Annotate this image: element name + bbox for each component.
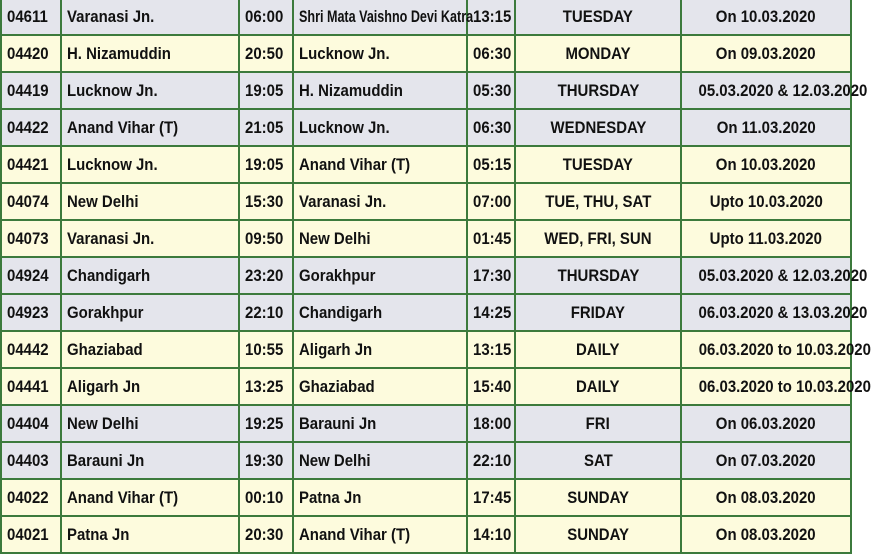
train-number-cell — [1, 331, 61, 368]
days-of-run-cell-text: THURSDAY — [557, 80, 639, 100]
from-station-cell-text: Barauni Jn — [67, 450, 145, 470]
to-station-cell-text: Patna Jn — [299, 487, 362, 507]
dates-cell — [681, 0, 851, 35]
from-station-cell — [61, 146, 239, 183]
from-station-cell-text: Anand Vihar (T) — [67, 487, 179, 507]
dates-cell-text: On 09.03.2020 — [716, 43, 816, 63]
table-row — [1, 331, 851, 368]
arrival-time-cell-text: 05:15 — [473, 154, 512, 174]
train-number-cell — [1, 294, 61, 331]
from-station-cell — [61, 442, 239, 479]
to-station-cell-text: Anand Vihar (T) — [299, 154, 411, 174]
days-of-run-cell — [515, 405, 681, 442]
days-of-run-cell-text: TUESDAY — [562, 6, 634, 26]
arrival-time-cell-text: 06:30 — [473, 43, 512, 63]
days-of-run-cell-text: SAT — [583, 450, 613, 470]
table-row — [1, 109, 851, 146]
departure-time-cell-text: 19:30 — [245, 450, 284, 470]
from-station-cell-text: Gorakhpur — [67, 302, 144, 322]
train-number-cell — [1, 220, 61, 257]
departure-time-cell — [239, 183, 293, 220]
dates-cell — [681, 35, 851, 72]
days-of-run-cell — [515, 516, 681, 553]
train-number-cell — [1, 35, 61, 72]
to-station-cell-text: Varanasi Jn. — [299, 191, 387, 211]
arrival-time-cell-text: 17:45 — [473, 487, 512, 507]
from-station-cell — [61, 368, 239, 405]
days-of-run-cell — [515, 294, 681, 331]
dates-cell — [681, 331, 871, 368]
from-station-cell — [61, 516, 239, 553]
train-number-cell-text: 04404 — [7, 413, 49, 433]
to-station-cell-text: Anand Vihar (T) — [299, 524, 411, 544]
departure-time-cell-text: 19:05 — [245, 154, 284, 174]
days-of-run-cell — [515, 35, 681, 72]
dates-cell-text: 06.03.2020 to 10.03.2020 — [698, 376, 871, 396]
train-number-cell — [1, 0, 61, 35]
to-station-cell — [293, 146, 467, 183]
table-row — [1, 72, 851, 109]
departure-time-cell-text: 00:10 — [245, 487, 284, 507]
from-station-cell — [61, 35, 239, 72]
arrival-time-cell-text: 06:30 — [473, 117, 512, 137]
table-row — [1, 146, 851, 183]
from-station-cell-text: Chandigarh — [67, 265, 151, 285]
departure-time-cell — [239, 368, 293, 405]
to-station-cell — [293, 516, 467, 553]
from-station-cell-text: Varanasi Jn. — [67, 228, 155, 248]
arrival-time-cell — [467, 35, 515, 72]
days-of-run-cell-text: DAILY — [576, 339, 620, 359]
dates-cell-text: On 10.03.2020 — [716, 6, 816, 26]
departure-time-cell-text: 13:25 — [245, 376, 284, 396]
dates-cell — [681, 479, 851, 516]
departure-time-cell — [239, 479, 293, 516]
departure-time-cell-text: 19:05 — [245, 80, 284, 100]
table-row — [1, 0, 851, 35]
from-station-cell-text: Varanasi Jn. — [67, 6, 155, 26]
to-station-cell — [293, 294, 467, 331]
from-station-cell-text: Patna Jn — [67, 524, 130, 544]
to-station-cell-text: Barauni Jn — [299, 413, 377, 433]
days-of-run-cell-text: WEDNESDAY — [550, 117, 646, 137]
train-number-cell-text: 04923 — [7, 302, 49, 322]
dates-cell-text: 05.03.2020 & 12.03.2020 — [698, 80, 868, 100]
days-of-run-cell — [515, 220, 681, 257]
departure-time-cell — [239, 0, 293, 35]
to-station-cell — [293, 479, 467, 516]
dates-cell-text: On 11.03.2020 — [716, 117, 816, 137]
dates-cell — [681, 516, 851, 553]
days-of-run-cell-text: TUE, THU, SAT — [544, 191, 652, 211]
arrival-time-cell — [467, 0, 515, 35]
train-number-cell-text: 04021 — [7, 524, 49, 544]
train-number-cell-text: 04419 — [7, 80, 49, 100]
table-row — [1, 294, 851, 331]
days-of-run-cell — [515, 109, 681, 146]
to-station-cell-text: Shri Mata Vaishno Devi Katra — [299, 6, 474, 26]
arrival-time-cell — [467, 516, 515, 553]
departure-time-cell-text: 06:00 — [245, 6, 284, 26]
days-of-run-cell — [515, 257, 681, 294]
table-row — [1, 183, 851, 220]
days-of-run-cell-text: SUNDAY — [567, 487, 629, 507]
to-station-cell — [293, 405, 467, 442]
dates-cell — [681, 294, 868, 331]
to-station-cell-text: Chandigarh — [299, 302, 383, 322]
table-row — [1, 442, 851, 479]
arrival-time-cell-text: 01:45 — [473, 228, 512, 248]
days-of-run-cell-text: WED, FRI, SUN — [544, 228, 652, 248]
dates-cell-text: On 07.03.2020 — [716, 450, 816, 470]
from-station-cell — [61, 0, 239, 35]
train-number-cell — [1, 183, 61, 220]
from-station-cell — [61, 294, 239, 331]
table-row — [1, 368, 851, 405]
dates-cell — [681, 405, 851, 442]
from-station-cell — [61, 220, 239, 257]
from-station-cell — [61, 109, 239, 146]
days-of-run-cell-text: FRIDAY — [570, 302, 626, 322]
train-number-cell-text: 04420 — [7, 43, 49, 63]
dates-cell-text: 05.03.2020 & 12.03.2020 — [698, 265, 868, 285]
dates-cell-text: On 10.03.2020 — [716, 154, 816, 174]
days-of-run-cell-text: DAILY — [576, 376, 620, 396]
to-station-cell-text: Ghaziabad — [299, 376, 375, 396]
table-body — [1, 0, 871, 553]
departure-time-cell-text: 10:55 — [245, 339, 284, 359]
dates-cell — [681, 183, 851, 220]
table-row — [1, 35, 851, 72]
departure-time-cell — [239, 405, 293, 442]
arrival-time-cell-text: 14:25 — [473, 302, 512, 322]
departure-time-cell-text: 21:05 — [245, 117, 284, 137]
arrival-time-cell — [467, 72, 515, 109]
train-number-cell — [1, 479, 61, 516]
to-station-cell-text: Lucknow Jn. — [299, 117, 390, 137]
arrival-time-cell-text: 13:15 — [473, 6, 512, 26]
from-station-cell — [61, 405, 239, 442]
arrival-time-cell — [467, 146, 515, 183]
to-station-cell-text: Gorakhpur — [299, 265, 376, 285]
train-number-cell — [1, 368, 61, 405]
to-station-cell — [293, 331, 467, 368]
days-of-run-cell-text: FRI — [585, 413, 611, 433]
days-of-run-cell-text: MONDAY — [565, 43, 631, 63]
dates-cell — [681, 220, 851, 257]
departure-time-cell-text: 15:30 — [245, 191, 284, 211]
train-number-cell-text: 04611 — [7, 6, 48, 26]
departure-time-cell — [239, 331, 293, 368]
train-number-cell-text: 04022 — [7, 487, 49, 507]
departure-time-cell-text: 23:20 — [245, 265, 284, 285]
arrival-time-cell-text: 13:15 — [473, 339, 512, 359]
to-station-cell — [293, 0, 474, 35]
dates-cell — [681, 442, 851, 479]
arrival-time-cell-text: 05:30 — [473, 80, 512, 100]
arrival-time-cell-text: 15:40 — [473, 376, 512, 396]
to-station-cell-text: New Delhi — [299, 450, 371, 470]
departure-time-cell — [239, 109, 293, 146]
days-of-run-cell — [515, 183, 681, 220]
from-station-cell-text: Lucknow Jn. — [67, 80, 158, 100]
departure-time-cell-text: 19:25 — [245, 413, 284, 433]
from-station-cell-text: Ghaziabad — [67, 339, 143, 359]
arrival-time-cell-text: 14:10 — [473, 524, 512, 544]
days-of-run-cell — [515, 72, 681, 109]
departure-time-cell — [239, 146, 293, 183]
from-station-cell-text: Aligarh Jn — [67, 376, 141, 396]
days-of-run-cell — [515, 479, 681, 516]
departure-time-cell — [239, 442, 293, 479]
departure-time-cell-text: 20:30 — [245, 524, 284, 544]
train-number-cell — [1, 109, 61, 146]
to-station-cell — [293, 72, 467, 109]
arrival-time-cell — [467, 109, 515, 146]
to-station-cell-text: Aligarh Jn — [299, 339, 373, 359]
train-number-cell — [1, 72, 61, 109]
days-of-run-cell — [515, 0, 681, 35]
from-station-cell — [61, 257, 239, 294]
arrival-time-cell — [467, 294, 515, 331]
arrival-time-cell-text: 18:00 — [473, 413, 512, 433]
train-number-cell — [1, 442, 61, 479]
dates-cell-text: Upto 11.03.2020 — [709, 228, 823, 248]
from-station-cell-text: Lucknow Jn. — [67, 154, 158, 174]
to-station-cell — [293, 109, 467, 146]
days-of-run-cell — [515, 146, 681, 183]
train-number-cell-text: 04074 — [7, 191, 49, 211]
table-row — [1, 479, 851, 516]
days-of-run-cell — [515, 368, 681, 405]
departure-time-cell-text: 20:50 — [245, 43, 284, 63]
days-of-run-cell-text: SUNDAY — [567, 524, 629, 544]
table-row — [1, 257, 851, 294]
arrival-time-cell-text: 07:00 — [473, 191, 512, 211]
arrival-time-cell-text: 22:10 — [473, 450, 512, 470]
from-station-cell — [61, 479, 239, 516]
to-station-cell — [293, 183, 467, 220]
to-station-cell-text: Lucknow Jn. — [299, 43, 390, 63]
days-of-run-cell-text: TUESDAY — [562, 154, 634, 174]
days-of-run-cell — [515, 442, 681, 479]
train-number-cell-text: 04073 — [7, 228, 49, 248]
from-station-cell — [61, 331, 239, 368]
arrival-time-cell — [467, 257, 515, 294]
train-number-cell-text: 04924 — [7, 265, 49, 285]
dates-cell-text: Upto 10.03.2020 — [709, 191, 823, 211]
to-station-cell — [293, 368, 467, 405]
dates-cell — [681, 72, 868, 109]
days-of-run-cell — [515, 331, 681, 368]
train-number-cell-text: 04403 — [7, 450, 49, 470]
dates-cell-text: On 08.03.2020 — [716, 524, 816, 544]
dates-cell — [681, 257, 868, 294]
departure-time-cell-text: 09:50 — [245, 228, 284, 248]
departure-time-cell — [239, 72, 293, 109]
to-station-cell-text: H. Nizamuddin — [299, 80, 403, 100]
departure-time-cell-text: 22:10 — [245, 302, 284, 322]
arrival-time-cell — [467, 368, 515, 405]
departure-time-cell — [239, 294, 293, 331]
to-station-cell — [293, 257, 467, 294]
arrival-time-cell — [467, 220, 515, 257]
arrival-time-cell — [467, 479, 515, 516]
dates-cell-text: On 06.03.2020 — [716, 413, 816, 433]
departure-time-cell — [239, 220, 293, 257]
to-station-cell-text: New Delhi — [299, 228, 371, 248]
to-station-cell — [293, 442, 467, 479]
arrival-time-cell — [467, 183, 515, 220]
table-row — [1, 220, 851, 257]
train-number-cell-text: 04441 — [7, 376, 49, 396]
train-number-cell — [1, 405, 61, 442]
dates-cell — [681, 109, 851, 146]
departure-time-cell — [239, 516, 293, 553]
train-number-cell-text: 04442 — [7, 339, 49, 359]
dates-cell-text: 06.03.2020 & 13.03.2020 — [698, 302, 868, 322]
train-number-cell — [1, 146, 61, 183]
dates-cell-text: On 08.03.2020 — [716, 487, 816, 507]
arrival-time-cell — [467, 442, 515, 479]
train-number-cell-text: 04422 — [7, 117, 49, 137]
days-of-run-cell-text: THURSDAY — [557, 265, 639, 285]
from-station-cell — [61, 183, 239, 220]
dates-cell — [681, 146, 851, 183]
arrival-time-cell — [467, 405, 515, 442]
from-station-cell-text: Anand Vihar (T) — [67, 117, 179, 137]
dates-cell — [681, 368, 871, 405]
arrival-time-cell-text: 17:30 — [473, 265, 512, 285]
from-station-cell-text: New Delhi — [67, 413, 139, 433]
to-station-cell — [293, 35, 467, 72]
train-number-cell — [1, 516, 61, 553]
from-station-cell-text: New Delhi — [67, 191, 139, 211]
to-station-cell — [293, 220, 467, 257]
from-station-cell-text: H. Nizamuddin — [67, 43, 171, 63]
from-station-cell — [61, 72, 239, 109]
train-number-cell-text: 04421 — [7, 154, 49, 174]
dates-cell-text: 06.03.2020 to 10.03.2020 — [698, 339, 871, 359]
table-row — [1, 405, 851, 442]
train-number-cell — [1, 257, 61, 294]
departure-time-cell — [239, 35, 293, 72]
arrival-time-cell — [467, 331, 515, 368]
table-row — [1, 516, 851, 553]
departure-time-cell — [239, 257, 293, 294]
